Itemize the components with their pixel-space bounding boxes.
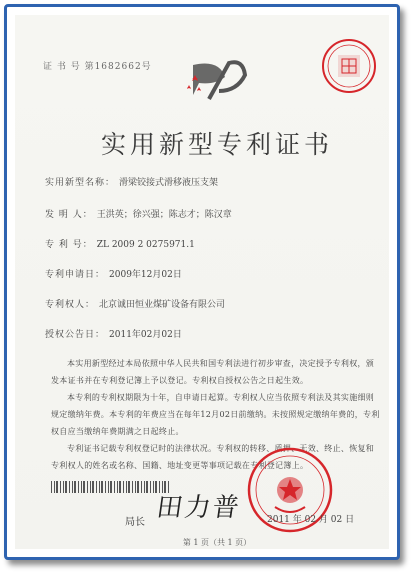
field-label: 专利权人： — [45, 300, 96, 310]
body-paragraph-3: 专利证书记载专利权登记时的法律状况。专利权的转移、质押、无效、终止、恢复和专利权人的姓名或名称、国籍、地址变更等事项记载在专利登记簿上。 — [51, 444, 375, 470]
certificate-paper — [15, 15, 389, 549]
field-value: ZL 2009 2 0275971.1 — [96, 240, 195, 250]
field-application-date — [45, 267, 182, 280]
field-patent-number — [45, 237, 195, 250]
certificate-number: 证 书 号 第1682662号 — [43, 62, 152, 72]
field-utility-name — [45, 175, 218, 188]
field-value: 王洪英；徐兴强；陈志才；陈汉章 — [96, 210, 232, 220]
field-label: 专利申请日： — [45, 270, 106, 280]
body-paragraph-1: 本实用新型经过本局依照中华人民共和国专利法进行初步审查，决定授予专利权，颁发本证书并在专利登记簿上予以登记。专利权自授权公告之日起生效。 — [51, 359, 375, 385]
director-title: 局长 — [125, 517, 145, 528]
field-label: 发 明 人： — [45, 210, 93, 220]
barcode — [51, 481, 169, 493]
certificate-frame — [4, 4, 400, 560]
field-value: 2011年02月02日 — [109, 330, 182, 340]
page-footer: 第 1 页（共 1 页） — [182, 538, 252, 547]
certificate-title: 实用新型专利证书 — [100, 130, 333, 159]
field-patentee — [45, 297, 225, 310]
director-signature: 田力普 — [154, 493, 243, 523]
field-inventors — [45, 207, 232, 220]
seal-date: 2011 年 02 月 02 日 — [267, 515, 355, 525]
field-value: 滑梁铰接式滑移液压支架 — [119, 178, 219, 188]
field-label: 实用新型名称： — [45, 178, 116, 188]
body-paragraph-2: 本专利的专利权期限为十年，自申请日起算。专利权人应当依照专利法及其实施细则规定缴纳年费。本专利的年费应当在每年12月02日前缴纳。未按照规定缴纳年费的，专利权自应当缴纳年费期满之日起终止。 — [51, 393, 380, 436]
agency-seal — [320, 37, 378, 95]
field-label: 授权公告日： — [45, 330, 106, 340]
patent-office-logo — [185, 55, 255, 105]
field-value: 2009年12月02日 — [109, 270, 182, 280]
field-label: 专 利 号： — [45, 240, 93, 250]
field-value: 北京诚田恒业煤矿设备有限公司 — [99, 300, 226, 310]
field-grant-date — [45, 327, 182, 340]
